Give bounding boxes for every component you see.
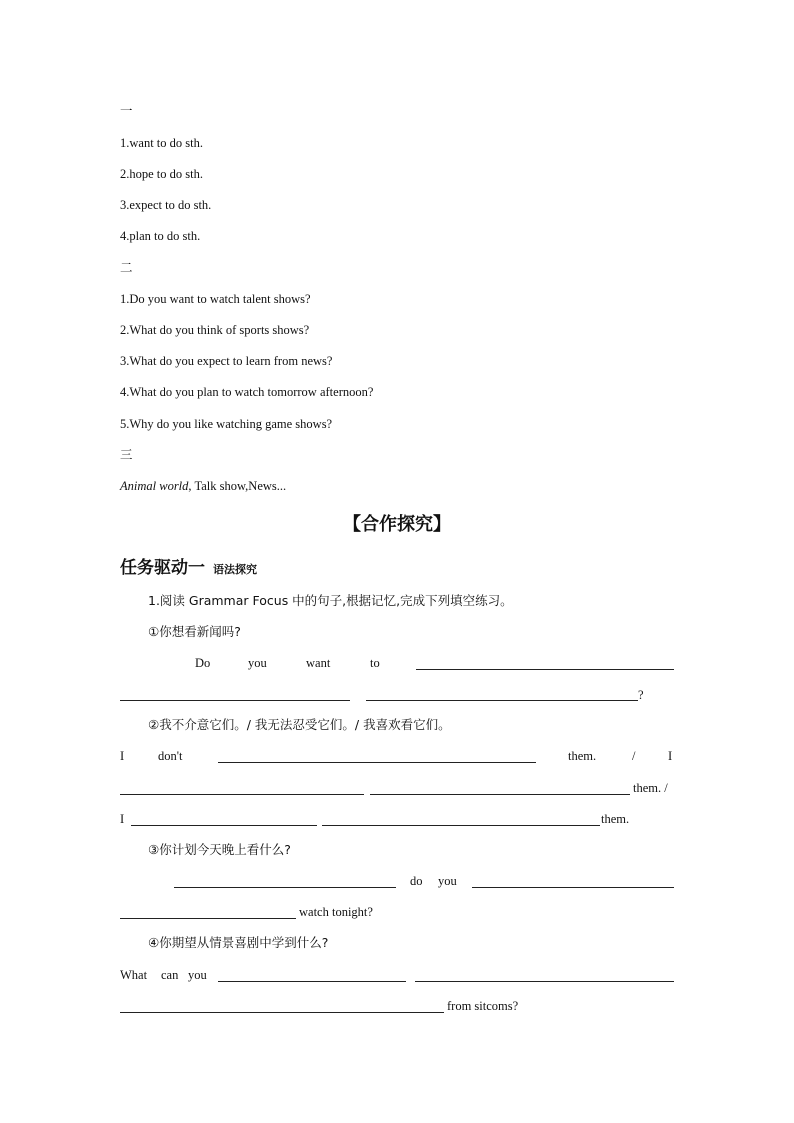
q2-blank-2[interactable]	[120, 794, 364, 795]
q3-word-do: do	[410, 874, 423, 888]
section3-answer-italic: Animal world	[120, 479, 189, 493]
section2-heading: 二	[120, 260, 133, 275]
coop-title: 【合作探究】	[343, 514, 451, 535]
task-heading	[120, 553, 257, 578]
q1-blank-2[interactable]	[120, 700, 350, 701]
q3-blank-2[interactable]	[472, 887, 674, 888]
q2-blank-4[interactable]	[131, 825, 317, 826]
q2-word-i: I	[120, 749, 125, 763]
q4-blank-2[interactable]	[415, 981, 674, 982]
section1-heading: 一	[120, 103, 133, 118]
q1-word-you: you	[248, 656, 267, 670]
section2-item-1: 1.Do you want to watch talent shows?	[120, 292, 311, 306]
q4-word-can: can	[161, 968, 179, 982]
q3-blank-3[interactable]	[120, 918, 296, 919]
q1-blank-1[interactable]	[416, 669, 674, 670]
q2-word-dont: don't	[158, 749, 183, 763]
q4-end: from sitcoms?	[447, 999, 519, 1013]
instruction: 1.阅读 Grammar Focus 中的句子,根据记忆,完成下列填空练习。	[148, 593, 513, 608]
q2-line3-start: I	[120, 812, 125, 826]
section1-item-1: 1.want to do sth.	[120, 136, 203, 150]
q2-word-i2: I	[668, 749, 673, 763]
q4-prompt: ④你期望从情景喜剧中学到什么?	[148, 935, 329, 950]
section3-heading: 三	[120, 447, 133, 462]
q2-blank-3[interactable]	[370, 794, 630, 795]
q2-blank-1[interactable]	[218, 762, 536, 763]
section1-item-2: 2.hope to do sth.	[120, 167, 203, 181]
section2-item-4: 4.What do you plan to watch tomorrow afternoon?	[120, 385, 374, 399]
q2-line3-end: them.	[601, 812, 630, 826]
q2-line2-end: them. /	[633, 781, 668, 795]
q1-word-want: want	[306, 656, 331, 670]
q3-blank-1[interactable]	[174, 887, 396, 888]
q1-end: ?	[638, 688, 644, 702]
section1-item-3: 3.expect to do sth.	[120, 198, 212, 212]
section3-answer	[120, 478, 286, 494]
q2-word-slash: /	[632, 749, 636, 763]
q2-blank-5[interactable]	[322, 825, 600, 826]
section1-item-4: 4.plan to do sth.	[120, 229, 201, 243]
q2-word-them: them.	[568, 749, 597, 763]
q1-word-do: Do	[195, 656, 211, 670]
q4-word-what: What	[120, 968, 148, 982]
section2-item-5: 5.Why do you like watching game shows?	[120, 417, 333, 431]
q3-end: watch tonight?	[299, 905, 373, 919]
section2-item-3: 3.What do you expect to learn from news?	[120, 354, 333, 368]
q4-word-you: you	[188, 968, 207, 982]
q1-blank-3[interactable]	[366, 700, 638, 701]
q3-prompt: ③你计划今天晚上看什么?	[148, 842, 291, 857]
section3-answer-rest: , Talk show,News...	[188, 479, 287, 493]
q3-word-you: you	[438, 874, 457, 888]
q4-blank-1[interactable]	[218, 981, 406, 982]
task-subtitle: 语法探究	[213, 563, 257, 576]
q1-prompt: ①你想看新闻吗?	[148, 624, 241, 639]
q2-prompt: ②我不介意它们。/ 我无法忍受它们。/ 我喜欢看它们。	[148, 717, 451, 732]
q4-blank-3[interactable]	[120, 1012, 444, 1013]
section2-item-2: 2.What do you think of sports shows?	[120, 323, 310, 337]
task-title: 任务驱动一	[120, 558, 205, 578]
q1-word-to: to	[370, 656, 380, 670]
